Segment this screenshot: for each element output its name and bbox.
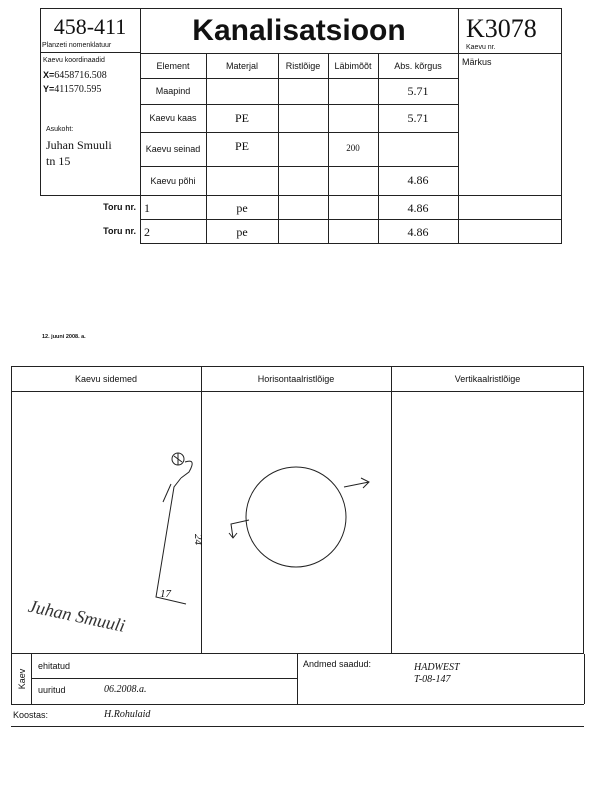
location-line2: tn 15 [46, 154, 71, 168]
plan-number: 458-411 [53, 14, 127, 39]
location-line1: Juhan Smuuli [46, 138, 112, 152]
pipe-number: 2 [144, 224, 150, 239]
sketch-col-horizontal: Horisontaalristlõige [257, 373, 335, 384]
sketch-col-connections: Kaevu sidemed [74, 373, 138, 384]
footer-built-value [104, 660, 224, 674]
signature: Juhan Smuuli [26, 595, 127, 636]
table-row-diameter: 200 [346, 143, 360, 153]
footer-source-label: Andmed saadud: [303, 659, 372, 669]
plan-caption: Planzeti nomenklatuur [42, 41, 112, 49]
horizontal-section [201, 392, 391, 654]
col-material: Materjal [225, 60, 258, 71]
col-diameter: Läbimõõt [334, 60, 372, 71]
table-row-element: Kaevu põhi [150, 175, 196, 186]
footer-surveyed-label: uuritud [38, 685, 66, 695]
footer-author-label: Koostas: [13, 710, 49, 720]
table-row-element: Kaevu seinad [145, 144, 201, 154]
page-title: Kanalisatsioon [192, 14, 406, 47]
table-row-elevation: 5.71 [407, 110, 429, 125]
date-note: 12. juuni 2008. a. [42, 334, 86, 340]
x-coordinate: X=6458716.508 [43, 70, 107, 81]
pipe-elevation: 4.86 [407, 224, 429, 239]
coords-title: Kaevu koordinaadid [43, 56, 105, 64]
pipe-material: pe [236, 224, 248, 239]
pipe-material: pe [236, 200, 248, 215]
col-element: Element [156, 60, 190, 71]
table-row-material: PE [234, 138, 249, 153]
table-row-element: Kaevu kaas [149, 113, 197, 123]
pipe-number: 1 [144, 200, 150, 215]
col-elevation: Abs. kõrgus [394, 60, 442, 71]
well-number: K3078 [466, 14, 537, 43]
y-coordinate: Y=411570.595 [43, 84, 102, 95]
col-note: Märkus [462, 57, 492, 67]
footer-built-label: ehitatud [38, 661, 71, 671]
footer-author-value: H.Rohulaid [104, 709, 151, 720]
footer-source-line1: HADWEST [414, 662, 460, 673]
footer-side-label: Kaev [17, 668, 27, 690]
handwritten-length-24: 24 [192, 534, 204, 545]
footer-source-line2: T-08-147 [414, 674, 451, 685]
pipe-label: Toru nr. [103, 202, 136, 212]
col-section: Ristlõige [285, 60, 321, 71]
well-caption: Kaevu nr. [466, 43, 496, 51]
pipe-elevation: 4.86 [407, 200, 429, 215]
handwritten-length-17: 17 [160, 588, 171, 600]
footer-surveyed-value: 06.2008.a. [104, 684, 147, 695]
sketch-col-vertical: Vertikaalristlõige [454, 373, 521, 384]
table-row-element: Maapind [155, 86, 191, 96]
table-row-elevation: 5.71 [407, 83, 429, 98]
table-row-elevation: 4.86 [407, 173, 429, 187]
pipe-label: Toru nr. [103, 226, 136, 236]
top-card [40, 8, 562, 244]
location-label: Asukoht: [46, 125, 74, 133]
table-row-material: PE [234, 110, 249, 125]
